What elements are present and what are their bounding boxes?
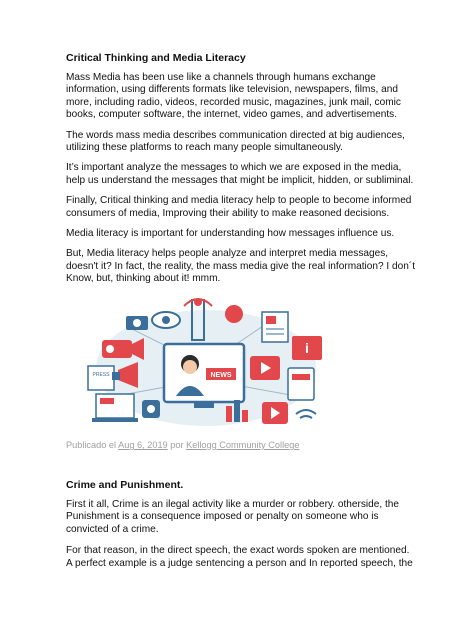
like-icon bbox=[225, 305, 243, 323]
svg-text:NEWS: NEWS bbox=[210, 372, 232, 379]
caption-by: por bbox=[170, 440, 184, 450]
caption-date-link[interactable]: Aug 6, 2019 bbox=[118, 440, 168, 450]
media-illustration bbox=[66, 296, 342, 436]
media-player-icon bbox=[262, 402, 288, 424]
paragraph: But, Media literacy helps people analyze and interpret media messages, doesn't it? In fact, the reality, the mass media give the real information? I don´t Know, but, thinking about it! mmm. bbox=[66, 248, 416, 285]
section-title: Critical Thinking and Media Literacy bbox=[66, 52, 246, 64]
wifi-icon bbox=[296, 410, 316, 418]
paragraph: It’s important analyze the messages to which we are exposed in the media, help us understand the messages that might be implicit, hidden, or subliminal. bbox=[66, 162, 414, 186]
newspaper-icon bbox=[262, 312, 288, 342]
svg-text:i: i bbox=[305, 340, 309, 356]
news-laptop-icon bbox=[92, 394, 138, 422]
caption-author-link[interactable]: Kellogg Community College bbox=[186, 440, 300, 450]
tv-presenter-icon bbox=[164, 344, 244, 408]
paragraph: Media literacy is important for understanding how messages influence us. bbox=[66, 228, 395, 240]
eye-icon bbox=[152, 312, 180, 328]
info-icon bbox=[292, 336, 322, 360]
press-card-icon bbox=[88, 366, 114, 390]
camera-icon bbox=[126, 316, 148, 330]
section-crime-punishment bbox=[66, 479, 416, 579]
section-title: Crime and Punishment. bbox=[66, 479, 184, 491]
video-camera-icon bbox=[102, 338, 144, 360]
paragraph: Mass Media has been use like a channels through humans exchange information, using differents formats like television, newspapers, films, and more, including radio, videos, recorded music, magazines, junk mail, comic books, computer software, the internet, video games, and advertisements. bbox=[66, 72, 401, 121]
svg-text:PRESS: PRESS bbox=[92, 372, 110, 378]
paragraph: First it all, Crime is an ilegal activity like a murder or robbery. otherside, the Punishment is a consequence imposed or penalty on someone who is convicted of a crime. bbox=[66, 499, 400, 535]
paragraph: Finally, Critical thinking and media literacy help to people to become informed consumers of media, Improving their ability to make reasoned decisions. bbox=[66, 195, 412, 219]
caption-prefix: Publicado el bbox=[66, 440, 117, 450]
play-icon bbox=[250, 356, 280, 380]
news-tablet-icon bbox=[288, 368, 314, 400]
image-caption bbox=[66, 440, 299, 450]
radio-icon bbox=[142, 400, 160, 418]
paragraph: The words mass media describes communication directed at big audiences, utilizing these platforms to reach many people simultaneously. bbox=[66, 129, 405, 154]
section-critical-thinking bbox=[66, 52, 416, 294]
paragraph: For that reason, in the direct speech, the exact words spoken are mentioned. A perfect example is a judge sentencing a person and In reported speech, the bbox=[66, 545, 413, 569]
